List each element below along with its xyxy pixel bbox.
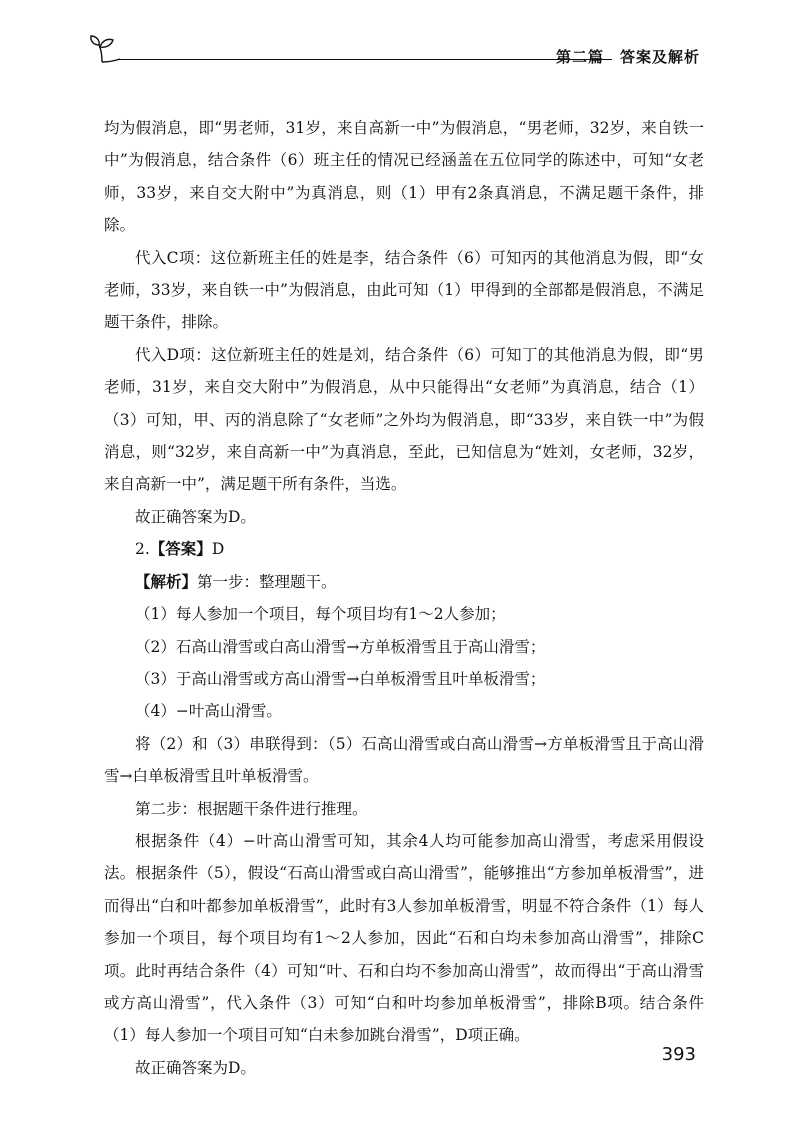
paragraph-answer-1: 故正确答案为D。 — [135, 507, 256, 526]
q2-answer-line — [104, 533, 704, 565]
page-header — [88, 32, 700, 72]
reasoning-paragraph: 根据条件（4）−叶高山滑雪可知，其余4人均可能参加高山滑雪，考虑采用假设法。根据条件（5），假设“石高山滑雪或白高山滑雪”，能够推出“方参加单板滑雪”，进而得出“白和叶都参加单板滑雪”，此时有3人参加单板滑雪，明显不符合条件（1）每人参加一个项目，每个项目均有1～2人参加，因此“石和白均未参加高山滑雪”，排除C项。此时再结合条件（4）可知“叶、石和白均不参加高山滑雪”，故而得出“于高山滑雪或方高山滑雪”，代入条件（3）可知“白和叶均参加单板滑雪”，排除B项。结合条件（1）每人参加一个项目可知“白未参加跳台滑雪”，D项正确。 — [104, 831, 704, 1045]
paragraph-option-c: 代入C项：这位新班主任的姓是李，结合条件（6）可知丙的其他消息为假，即“女老师，33岁，来自铁一中”为假消息，由此可知（1）甲得到的全部都是假消息，不满足题干条件，排除。 — [104, 248, 704, 332]
section-title: 第二篇 答案及解析 — [555, 48, 700, 66]
condition-3: （3）于高山滑雪或方高山滑雪→白单板滑雪且叶单板滑雪； — [135, 669, 546, 688]
sprout-icon — [88, 32, 124, 66]
analysis-tag: 【解析】 — [135, 572, 198, 591]
header-rule — [118, 59, 612, 60]
answer-tag: 【答案】 — [149, 540, 212, 559]
condition-2: （2）石高山滑雪或白高山滑雪→方单板滑雪且于高山滑雪； — [135, 637, 546, 656]
condition-4: （4）−叶高山滑雪。 — [135, 702, 282, 721]
q2-number: 2. — [135, 540, 150, 559]
answer-value: D — [211, 540, 225, 559]
step2-text: 第二步：根据题干条件进行推理。 — [135, 799, 368, 818]
combined-condition: 将（2）和（3）串联得到：（5）石高山滑雪或白高山滑雪→方单板滑雪且于高山滑雪→白单板滑雪且叶单板滑雪。 — [104, 734, 704, 786]
page-content — [104, 112, 704, 1084]
step1-text: 第一步：整理题干。 — [197, 572, 337, 591]
q2-analysis-line — [104, 566, 704, 598]
paragraph-option-d: 代入D项：这位新班主任的姓是刘，结合条件（6）可知丁的其他消息为假，即“男老师，31岁，来自交大附中”为假消息，从中只能得出“女老师”为真消息，结合（1）（3）可知，甲、丙的消息除了“女老师”之外均为假消息，即“33岁，来自铁一中”为假消息，则“32岁，来自高新一中”为真消息，至此，已知信息为“姓刘，女老师，32岁，来自高新一中”，满足题干所有条件，当选。 — [104, 345, 704, 494]
condition-1: （1）每人参加一个项目，每个项目均有1～2人参加； — [135, 605, 506, 624]
page-number: 393 — [661, 1044, 696, 1065]
conclusion-2: 故正确答案为D。 — [135, 1058, 256, 1077]
paragraph-continued: 均为假消息，即“男老师，31岁，来自高新一中”为假消息，“男老师，32岁，来自铁一中”为假消息，结合条件（6）班主任的情况已经涵盖在五位同学的陈述中，可知“女老师，33岁，来自交大附中”为真消息，则（1）甲有2条真消息，不满足题干条件，排除。 — [104, 119, 704, 235]
